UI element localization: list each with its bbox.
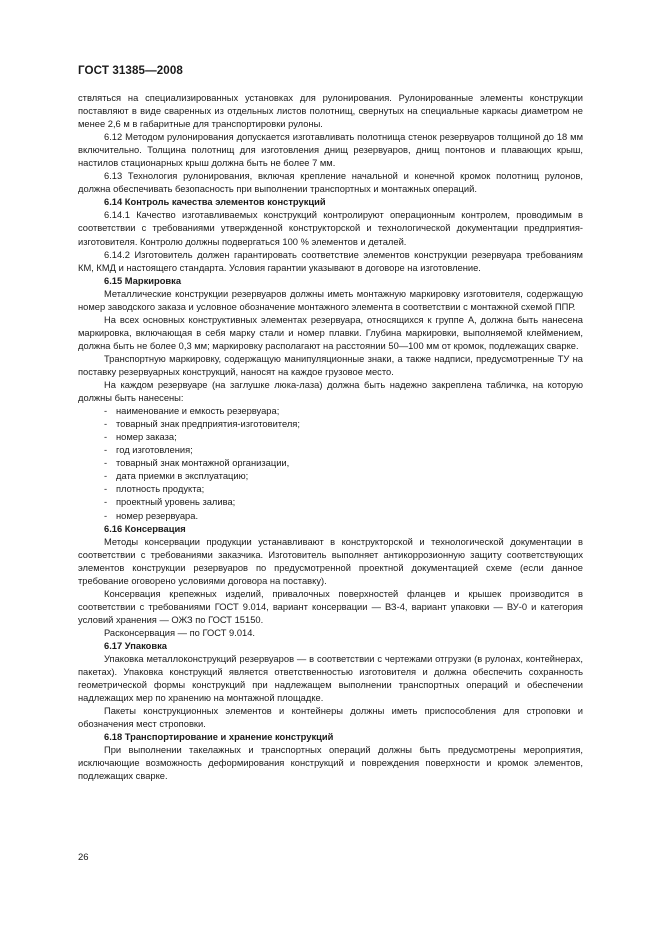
clause-6-14-2: 6.14.2 Изготовитель должен гарантировать соответствие элементов конструкции резервуара требованиям КМ, КМД и настоящего стандарта. Условия гарантии указывают в договоре на изготовление. [78, 249, 583, 273]
paragraph: При выполнении такелажных и транспортных операций должны быть предусмотрены мероприятия, исключающие возможность деформирования конструкций и повреждения поверхности и кромок элементов, подлежащих сварке. [78, 745, 583, 782]
list-dash: - [104, 419, 108, 430]
list-dash: - [104, 432, 108, 443]
list-dash: - [104, 484, 108, 495]
clause-6-12: 6.12 Методом рулонирования допускается изготавливать полотнища стенок резервуаров толщиной до 18 мм включительно. Толщина полотнищ для изготовления днищ резервуаров, днищ понтонов и плавающих крыш, настилов стационарных крыш должна быть не более 7 мм. [78, 132, 583, 169]
paragraph: Пакеты конструкционных элементов и контейнеры должны иметь приспособления для строповки и обозначения мест строповки. [78, 706, 583, 730]
section-heading-6-18: 6.18 Транспортирование и хранение конструкций [104, 732, 334, 743]
paragraph: Металлические конструкции резервуаров должны иметь монтажную маркировку изготовителя, содержащую номер заводского заказа и условное обозначение монтажного элемента в соответствии с монтажной схемой ППР. [78, 288, 583, 312]
section-heading-6-16: 6.16 Консервация [104, 523, 186, 534]
list-dash: - [104, 406, 108, 417]
paragraph: На каждом резервуаре (на заглушке люка-лаза) должна быть надежно закреплена табличка, на которую должны быть нанесены: [78, 380, 583, 404]
list-item-text: номер резервуара. [116, 510, 199, 521]
paragraph: На всех основных конструктивных элементах резервуара, относящихся к группе А, должна быть нанесена маркировка, включающая в себя марку стали и номер плавки. Глубина маркировки, выполняемой клеймением, должна быть не более 0,3 мм; маркировку располагают на расстоянии 50—100 мм от кромок, подлежащих сварке. [78, 314, 583, 351]
document-header: ГОСТ 31385—2008 [78, 64, 183, 77]
paragraph: Упаковка металлоконструкций резервуаров — в соответствии с чертежами отгрузки (в рулонах, контейнерах, пакетах). Упаковка конструкций является ответственностью изготовителя и должна обеспечить сохранность геометрической формы конструкций при надлежащем выполнении транспортных операций и обеспечении надлежащих мер по хранению на монтажной площадке. [78, 654, 583, 704]
list-item [78, 405, 583, 418]
list-dash: - [104, 458, 108, 469]
list-dash: - [104, 471, 108, 482]
paragraph: Консервация крепежных изделий, привалочных поверхностей фланцев и крышек производится в соответствии с требованиями ГОСТ 9.014, вариант консервации — ВЗ-4, вариант упаковки — ВУ-0 и категория условий хранения — ОЖЗ по ГОСТ 15150. [78, 588, 583, 625]
list-item-text: товарный знак монтажной организации, [116, 458, 290, 469]
list-item [78, 510, 583, 523]
list-item-text: наименование и емкость резервуара; [116, 406, 280, 417]
list-item [78, 470, 583, 483]
list-dash: - [104, 510, 108, 521]
document-body [78, 92, 583, 783]
page-number: 26 [78, 852, 89, 863]
list-item-text: товарный знак предприятия-изготовителя; [116, 419, 300, 430]
paragraph: Транспортную маркировку, содержащую манипуляционные знаки, а также надписи, предусмотренные ТУ на поставку резервуарных конструкций, наносят на каждое грузовое место. [78, 353, 583, 377]
list-item [78, 418, 583, 431]
paragraph: ствляться на специализированных установках для рулонирования. Рулонированные элементы конструкции поставляют в виде сваренных из отдельных листов полотнищ, свернутых на специальные каркасы диаметром не менее 2,6 м в габаритные для транспортировки рулоны. [78, 93, 583, 130]
list-item-text: номер заказа; [116, 432, 177, 443]
list-item-text: проектный уровень залива; [116, 497, 236, 508]
list-item [78, 431, 583, 444]
list-item [78, 483, 583, 496]
list-dash: - [104, 445, 108, 456]
list-item [78, 444, 583, 457]
list-item [78, 457, 583, 470]
clause-6-13: 6.13 Технология рулонирования, включая крепление начальной и конечной кромок полотнищ рулонов, должна обеспечивать безопасность при выполнении транспортных и монтажных операций. [78, 171, 583, 195]
clause-6-14-1: 6.14.1 Качество изготавливаемых конструкций контролируют операционным контролем, проводимым в соответствии с требованиями утвержденной конструкторской и технологической документации предприятия-изготовителя. Контролю должны подвергаться 100 % элементов и деталей. [78, 210, 583, 247]
list-item-text: плотность продукта; [116, 484, 205, 495]
section-heading-6-17: 6.17 Упаковка [104, 640, 167, 651]
paragraph: Расконсервация — по ГОСТ 9.014. [104, 627, 256, 638]
section-heading-6-14: 6.14 Контроль качества элементов конструкций [104, 197, 326, 208]
list-dash: - [104, 497, 108, 508]
list-item [78, 496, 583, 509]
list-item-text: дата приемки в эксплуатацию; [116, 471, 249, 482]
list-item-text: год изготовления; [116, 445, 193, 456]
section-heading-6-15: 6.15 Маркировка [104, 275, 182, 286]
paragraph: Методы консервации продукции устанавливают в конструкторской и технологической документации в соответствии с требованиями заказчика. Изготовитель выполняет антикоррозионную защиту соответствующих элементов конструкции резервуаров по предусмотренной проектной документацией схеме (если данное требование оговорено условиями договора на поставку). [78, 536, 583, 586]
